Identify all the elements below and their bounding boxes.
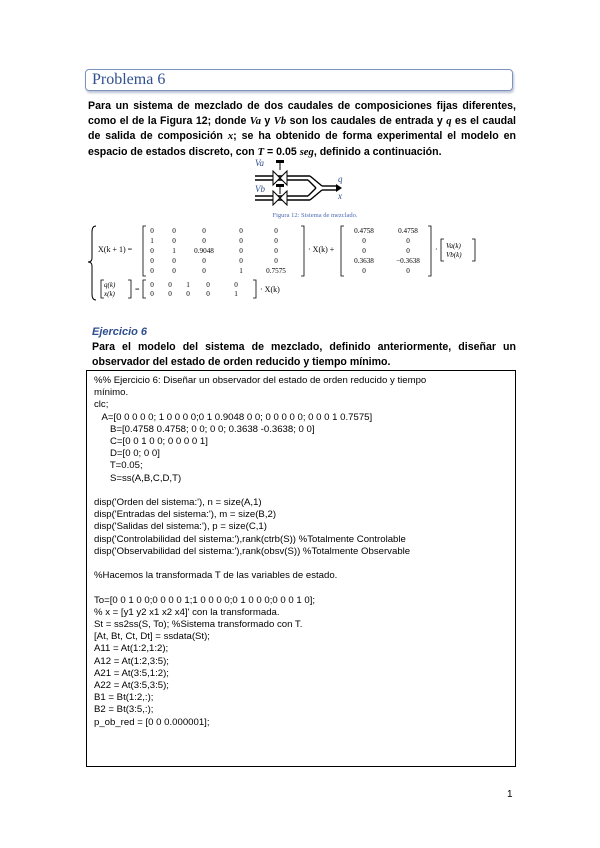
code-line: A21 = At(3:5,1:2); [94, 667, 169, 679]
code-line: A=[0 0 0 0 0; 1 0 0 0 0;0 1 0.9048 0 0; 0 0 0 0 0; 0 0 0 1 0.7575] [94, 411, 373, 423]
exercise-text: Para el modelo del sistema de mezclado, definido anteriormente, diseñar un observador del estado de orden reducido y tiempo mínimo. [92, 341, 516, 368]
mult-x-output: · X(k) [260, 285, 280, 294]
matrix-cell: 0.4758 [398, 227, 418, 235]
matrix-cell: 0.3638 [354, 257, 374, 265]
matrix-cell: 0 [274, 237, 278, 245]
matrix-cell: 1 [234, 290, 238, 298]
a-matrix [150, 227, 286, 275]
v-vector-left-bracket [441, 239, 444, 261]
matrix-cell: 0 [239, 247, 243, 255]
b-matrix [354, 227, 420, 275]
matrix-cell: 0 [150, 257, 154, 265]
mult-dot: · [435, 245, 438, 254]
code-line: %Hacemos la transformada T de las variables de estado. [94, 570, 338, 582]
code-line: B1 = Bt(1:2,:); [94, 692, 154, 704]
matrix-cell: 0 [150, 290, 154, 298]
matrix-cell: 0 [172, 237, 176, 245]
matrix-cell: 1 [239, 267, 243, 275]
code-line: A22 = At(3:5,3:5); [94, 680, 169, 692]
a-matrix-left-bracket [143, 226, 146, 276]
c-matrix-right-bracket [253, 280, 256, 298]
y-vector-right-bracket [128, 280, 131, 298]
matrix-cell: 0 [150, 267, 154, 275]
a-matrix-right-bracket [301, 226, 304, 276]
figure-caption: Figura 12: Sistema de mezclado. [272, 212, 358, 219]
matrix-cell: 1 [172, 247, 176, 255]
code-line: St = ss2ss(S, To); %Sistema transformado con T. [94, 619, 303, 631]
exercise-heading: Ejercicio 6 [92, 326, 148, 338]
mult-x-plus: · X(k) + [308, 245, 335, 254]
code-lines [94, 375, 510, 729]
matrix-cell: 1 [186, 281, 190, 289]
code-line: A12 = At(1:2,3:5); [94, 655, 169, 667]
vb-label: Vb [255, 184, 265, 194]
code-line: [At, Bt, Ct, Dt] = ssdata(St); [94, 631, 210, 643]
matrix-cell: 0 [172, 257, 176, 265]
code-line: disp('Salidas del sistema:'), p = size(C,1) [94, 521, 267, 533]
matrix-cell: 0 [234, 281, 238, 289]
state-space-equations [86, 222, 516, 302]
matrix-cell: 0 [172, 267, 176, 275]
y-vector-q: q(k) [104, 281, 116, 289]
matrix-cell: 0 [239, 237, 243, 245]
c-matrix [150, 281, 238, 298]
q-label: q [338, 174, 343, 184]
code-line: B=[0.4758 0.4758; 0 0; 0 0; 0.3638 -0.3638; 0 0] [94, 423, 315, 435]
matrix-cell: 0 [186, 290, 190, 298]
code-listing [86, 370, 516, 767]
matrix-cell: 0 [274, 227, 278, 235]
b-matrix-right-bracket [428, 226, 431, 276]
matrix-cell: 0 [150, 247, 154, 255]
matrix-cell: 0 [206, 290, 210, 298]
v-vector-right-bracket [472, 239, 475, 261]
matrix-cell: 0 [239, 227, 243, 235]
x-label: x [338, 191, 342, 201]
matrix-cell: 0 [406, 267, 410, 275]
matrix-cell: 0 [202, 267, 206, 275]
problem-title: Problema 6 [92, 71, 166, 88]
c-matrix-left-bracket [143, 280, 146, 298]
intro-paragraph: Para un sistema de mezclado de dos caudales de composiciones fijas diferentes, como el de la Figura 12; donde Va y Vb son los caudales de entrada y q es el caudal de salida de composición x; se ha obtenido de forma experimental el modelo en espacio de estados discreto, con T = 0.05 seg, definido a continuación. [88, 100, 517, 158]
y-vector-x: x(k) [104, 290, 115, 298]
code-line: S=ss(A,B,C,D,T) [94, 472, 182, 484]
matrix-cell: 0 [406, 247, 410, 255]
code-line: clc; [94, 399, 109, 411]
matrix-cell: 0.9048 [194, 247, 214, 255]
code-line: disp('Observabilidad del sistema:'),rank(obsv(S)) %Totalmente Observable [94, 545, 411, 557]
code-line: To=[0 0 1 0 0;0 0 0 0 1;1 0 0 0 0;0 1 0 0 0;0 0 0 1 0]; [94, 594, 316, 606]
matrix-cell: 0 [206, 281, 210, 289]
code-line: D=[0 0; 0 0] [94, 448, 160, 460]
code-line: disp('Orden del sistema:'), n = size(A,1) [94, 497, 262, 509]
matrix-cell: 0.7575 [266, 267, 286, 275]
code-line: T=0.05; [94, 460, 143, 472]
system-brace [88, 226, 96, 300]
code-line: %% Ejercicio 6: Diseñar un observador del estado de orden reducido y tiempo [94, 375, 427, 386]
code-line: disp('Entradas del sistema:'), m = size(B,2) [94, 509, 277, 521]
matrix-cell: 0 [362, 267, 366, 275]
page-number: 1 [507, 789, 513, 800]
matrix-cell: 0 [406, 237, 410, 245]
code-line: C=[0 0 1 0 0; 0 0 0 0 1] [94, 436, 208, 448]
code-line: % x = [y1 y2 x1 x2 x4]' con la transformada. [94, 606, 280, 618]
code-line: B2 = Bt(3:5,:); [94, 704, 154, 716]
code-line: disp('Controlabilidad del sistema:'),rank(ctrb(S)) %Totalmente Controlable [94, 533, 406, 545]
matrix-cell: −0.3638 [396, 257, 420, 265]
matrix-cell: 0 [150, 281, 154, 289]
matrix-cell: 0 [202, 227, 206, 235]
equals-sign: = [135, 285, 140, 294]
matrix-cell: 0 [168, 281, 172, 289]
matrix-cell: 0 [172, 227, 176, 235]
va-label: Va [255, 158, 264, 168]
code-line: A11 = At(1:2,1:2); [94, 643, 169, 655]
matrix-cell: 0 [150, 227, 154, 235]
matrix-cell: 0 [168, 290, 172, 298]
lhs-state: X(k + 1) = [98, 245, 133, 254]
matrix-cell: 0 [239, 257, 243, 265]
matrix-cell: 0.4758 [354, 227, 374, 235]
matrix-cell: 0 [362, 247, 366, 255]
code-line [94, 558, 510, 570]
b-matrix-left-bracket [341, 226, 344, 276]
code-line: mínimo. [94, 387, 129, 399]
code-line [94, 485, 510, 497]
matrix-cell: 1 [150, 237, 154, 245]
code-line: p_ob_red = [0 0 0.000001]; [94, 716, 210, 728]
matrix-cell: 0 [202, 257, 206, 265]
matrix-cell: 0 [362, 237, 366, 245]
matrix-cell: 0 [274, 247, 278, 255]
mixing-system-figure [250, 156, 360, 212]
matrix-cell: 0 [202, 237, 206, 245]
v-vector-b: Vb(k) [446, 251, 462, 259]
v-vector-a: Va(k) [446, 242, 461, 250]
matrix-cell: 0 [274, 257, 278, 265]
code-line [94, 582, 510, 594]
problem-title-box [85, 69, 513, 91]
